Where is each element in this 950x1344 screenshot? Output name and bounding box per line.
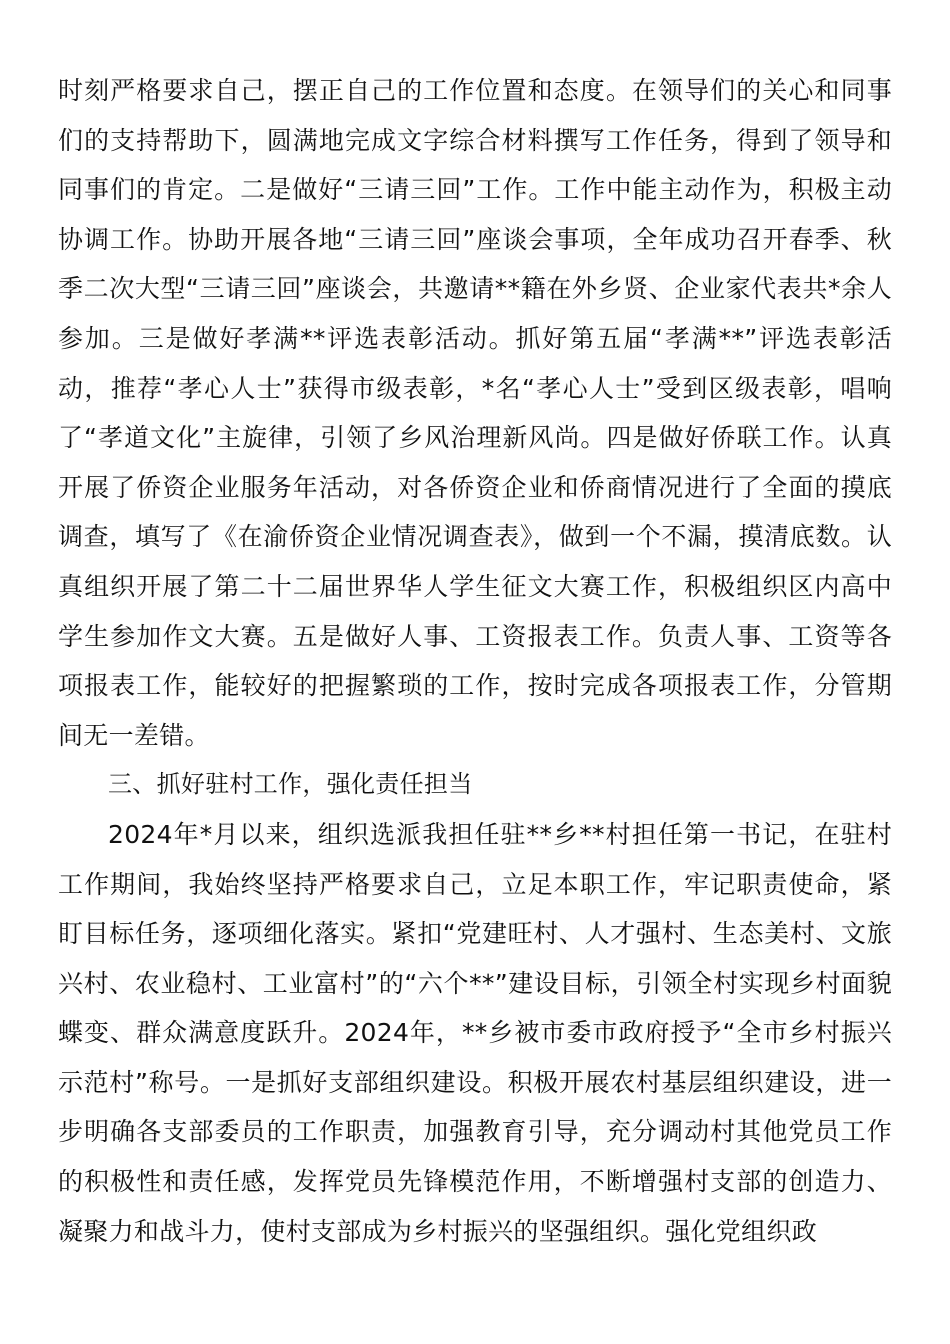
document-page bbox=[58, 66, 892, 1256]
body-paragraph-continuation: 时刻严格要求自己，摆正自己的工作位置和态度。在领导们的关心和同事们的支持帮助下，圆满地完成文字综合材料撰写工作任务，得到了领导和同事们的肯定。二是做好“三请三回”工作。工作中能主动作为，积极主动协调工作。协助开展各地“三请三回”座谈会事项，全年成功召开春季、秋季二次大型“三请三回”座谈会，共邀请**籍在外乡贤、企业家代表共*余人参加。三是做好孝满**评选表彰活动。抓好第五届“孝满**”评选表彰活动，推荐“孝心人士”获得市级表彰，*名“孝心人士”受到区级表彰，唱响了“孝道文化”主旋律，引领了乡风治理新风尚。四是做好侨联工作。认真开展了侨资企业服务年活动，对各侨资企业和侨商情况进行了全面的摸底调查，填写了《在渝侨资企业情况调查表》，做到一个不漏，摸清底数。认真组织开展了第二十二届世界华人学生征文大赛工作，积极组织区内高中学生参加作文大赛。五是做好人事、工资报表工作。负责人事、工资等各项报表工作，能较好的把握繁琐的工作，按时完成各项报表工作，分管期间无一差错。 bbox=[58, 76, 892, 750]
section-heading: 三、抓好驻村工作，强化责任担当 bbox=[108, 770, 473, 799]
body-paragraph-village-work: 2024年*月以来，组织选派我担任驻**乡**村担任第一书记，在驻村工作期间，我始终坚持严格要求自己，立足本职工作，牢记职责使命，紧盯目标任务，逐项细化落实。紧扣“党建旺村、人才强村、生态美村、文旅兴村、农业稳村、工业富村”的“六个**”建设目标，引领全村实现乡村面貌蝶变、群众满意度跃升。2024年，**乡被市委市政府授予“全市乡村振兴示范村”称号。一是抓好支部组织建设。积极开展农村基层组织建设，进一步明确各支部委员的工作职责，加强教育引导，充分调动村其他党员工作的积极性和责任感，发挥党员先锋模范作用，不断增强村支部的创造力、凝聚力和战斗力，使村支部成为乡村振兴的坚强组织。强化党组织政 bbox=[58, 819, 892, 1246]
